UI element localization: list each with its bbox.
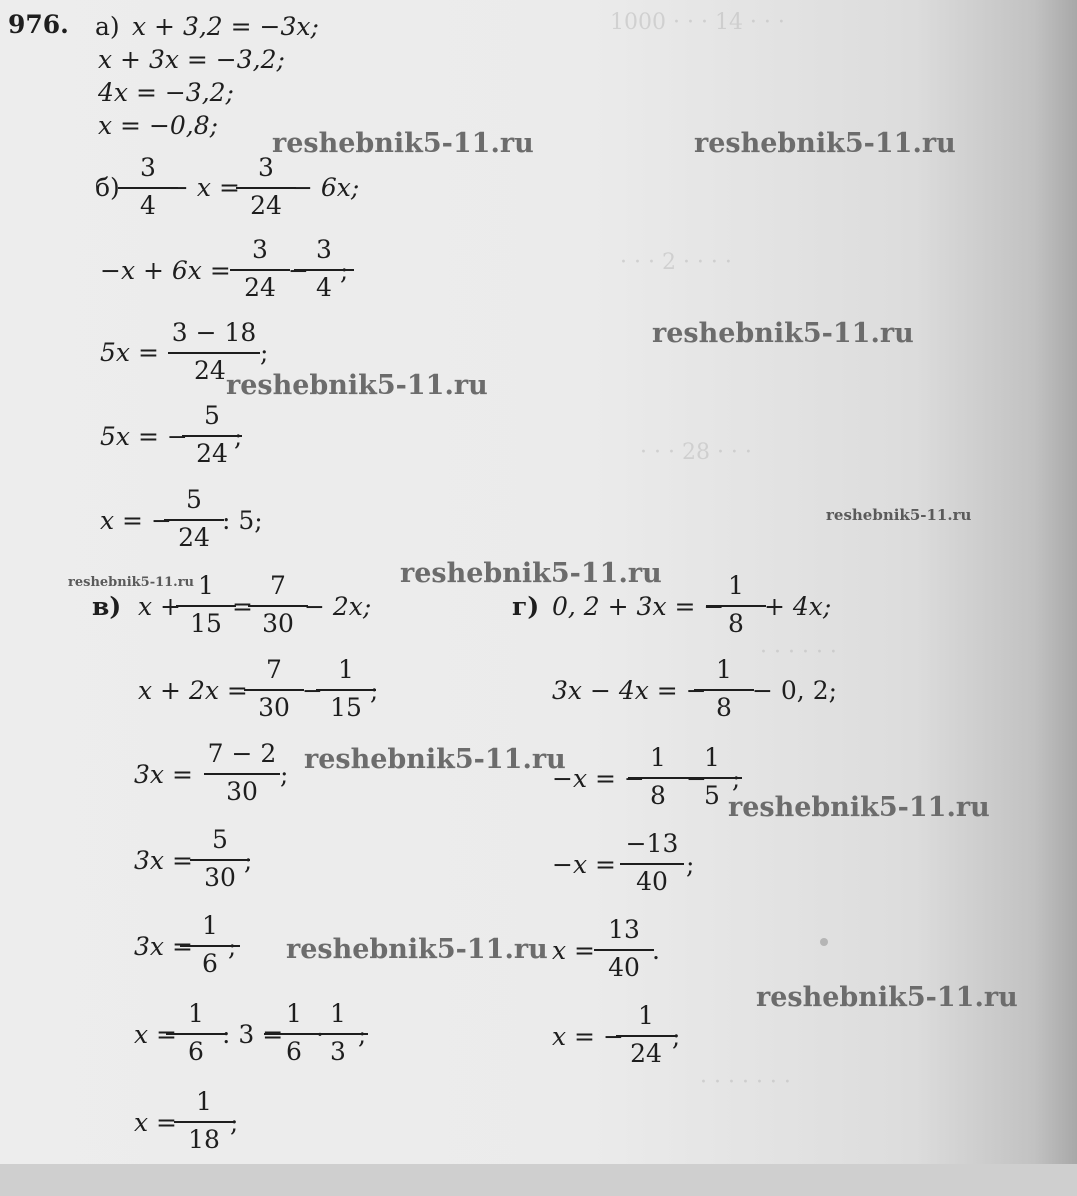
equation-text: − 0, 2; [752, 676, 838, 705]
part-a-line-3: 4x = −3,2; [98, 78, 234, 107]
fraction: 3 4 [294, 237, 354, 300]
equation-text: ; [370, 676, 379, 705]
equation-text: x = − [552, 1022, 624, 1051]
equation-text: 3x = [134, 760, 193, 789]
watermark: reshebnik5-11.ru [652, 318, 914, 349]
equation-text: − [302, 676, 323, 705]
equation-text: 5x = [100, 338, 159, 367]
page-bottom-edge [0, 1164, 1077, 1196]
watermark: reshebnik5-11.ru [694, 128, 956, 159]
equation-text: ; [686, 850, 695, 879]
fraction: 5 24 [164, 487, 224, 550]
page-speck [820, 938, 828, 946]
equation-text: ; [228, 932, 237, 961]
fraction: 1 15 [316, 657, 376, 720]
equation-text: − 2x; [304, 592, 372, 621]
fraction: 1 5 [682, 745, 742, 808]
fraction: 1 8 [694, 657, 754, 720]
fraction: 13 40 [594, 917, 654, 980]
part-b-label: б) [95, 173, 120, 202]
equation-text: −x = − [552, 764, 645, 793]
equation-text: 3x = [134, 846, 193, 875]
fraction: 1 6 [166, 1001, 226, 1064]
fraction: 7 30 [248, 573, 308, 636]
watermark: reshebnik5-11.ru [756, 982, 1018, 1013]
equation-text: x = − [100, 506, 172, 535]
equation-text: = [232, 592, 253, 621]
part-a-line-1: x + 3,2 = −3x; [132, 12, 319, 41]
watermark: reshebnik5-11.ru [68, 575, 195, 590]
equation-text: 3x = [134, 932, 193, 961]
fraction: 3 4 [118, 155, 178, 218]
watermark: reshebnik5-11.ru [226, 370, 488, 401]
fraction: 1 18 [174, 1089, 234, 1152]
equation-text: x + [138, 592, 181, 621]
watermark: reshebnik5-11.ru [272, 128, 534, 159]
equation-text: − [686, 764, 707, 793]
equation-text: x = [134, 1020, 177, 1049]
equation-text: + 4x; [764, 592, 832, 621]
equation-text: : 5; [222, 506, 263, 535]
equation-text: x = [552, 936, 595, 965]
equation-text: x + 2x = [138, 676, 248, 705]
part-a-label: а) [95, 12, 120, 41]
equation-text: 3x − 4x = − [552, 676, 707, 705]
bleed-through-text: · · · · · · · [700, 1070, 791, 1095]
fraction: 5 30 [190, 827, 250, 890]
fraction: 1 8 [706, 573, 766, 636]
watermark: reshebnik5-11.ru [400, 558, 662, 589]
watermark: reshebnik5-11.ru [728, 792, 990, 823]
problem-number: 976. [8, 10, 69, 39]
watermark: reshebnik5-11.ru [286, 934, 548, 965]
fraction: 3 24 [236, 155, 296, 218]
fraction: 5 24 [182, 403, 242, 466]
fraction: 3 24 [230, 237, 290, 300]
fraction: 1 15 [176, 573, 236, 636]
equation-text: −x + 6x = [100, 256, 231, 285]
equation-text: −x = [552, 850, 616, 879]
part-v-label: в) [92, 592, 122, 621]
bleed-through-text: · · · 2 · · · · [620, 250, 732, 275]
equation-text: ; [230, 1108, 239, 1137]
fraction: 1 6 [180, 913, 240, 976]
part-g-label: г) [512, 592, 540, 621]
fraction: 1 8 [628, 745, 688, 808]
equation-text: ; [358, 1020, 367, 1049]
equation-text: : 3 = [222, 1020, 284, 1049]
equation-text: ; [234, 422, 243, 451]
equation-text: − 6x; [292, 173, 360, 202]
equation-text: − x = [168, 173, 240, 202]
watermark: reshebnik5-11.ru [304, 744, 566, 775]
fraction: 7 30 [244, 657, 304, 720]
bleed-through-text: 1000 · · · 14 · · · [610, 10, 785, 35]
fraction: 7 − 2 30 [204, 741, 280, 804]
fraction: −13 40 [620, 831, 684, 894]
equation-text: − [288, 256, 309, 285]
equation-text: 5x = − [100, 422, 188, 451]
equation-text: x = [134, 1108, 177, 1137]
bleed-through-text: · · · · · · [760, 640, 837, 665]
watermark: reshebnik5-11.ru [826, 506, 972, 524]
equation-text: ; [340, 256, 349, 285]
equation-text: 0, 2 + 3x = − [552, 592, 725, 621]
equation-text: ; [672, 1022, 681, 1051]
fraction: 1 24 [616, 1003, 676, 1066]
equation-text: ; [280, 760, 289, 789]
fraction: 3 − 18 24 [168, 320, 260, 383]
equation-text: . [652, 936, 660, 965]
fraction: 1 3 [308, 1001, 368, 1064]
fraction: 1 6 [264, 1001, 324, 1064]
equation-text: ; [732, 764, 741, 793]
bleed-through-text: · · · 28 · · · [640, 440, 752, 465]
part-a-line-4: x = −0,8; [98, 111, 219, 140]
equation-text: ; [260, 338, 269, 367]
part-a-line-2: x + 3x = −3,2; [98, 45, 285, 74]
equation-text: ; [244, 846, 253, 875]
equation-text: · [316, 1020, 324, 1049]
